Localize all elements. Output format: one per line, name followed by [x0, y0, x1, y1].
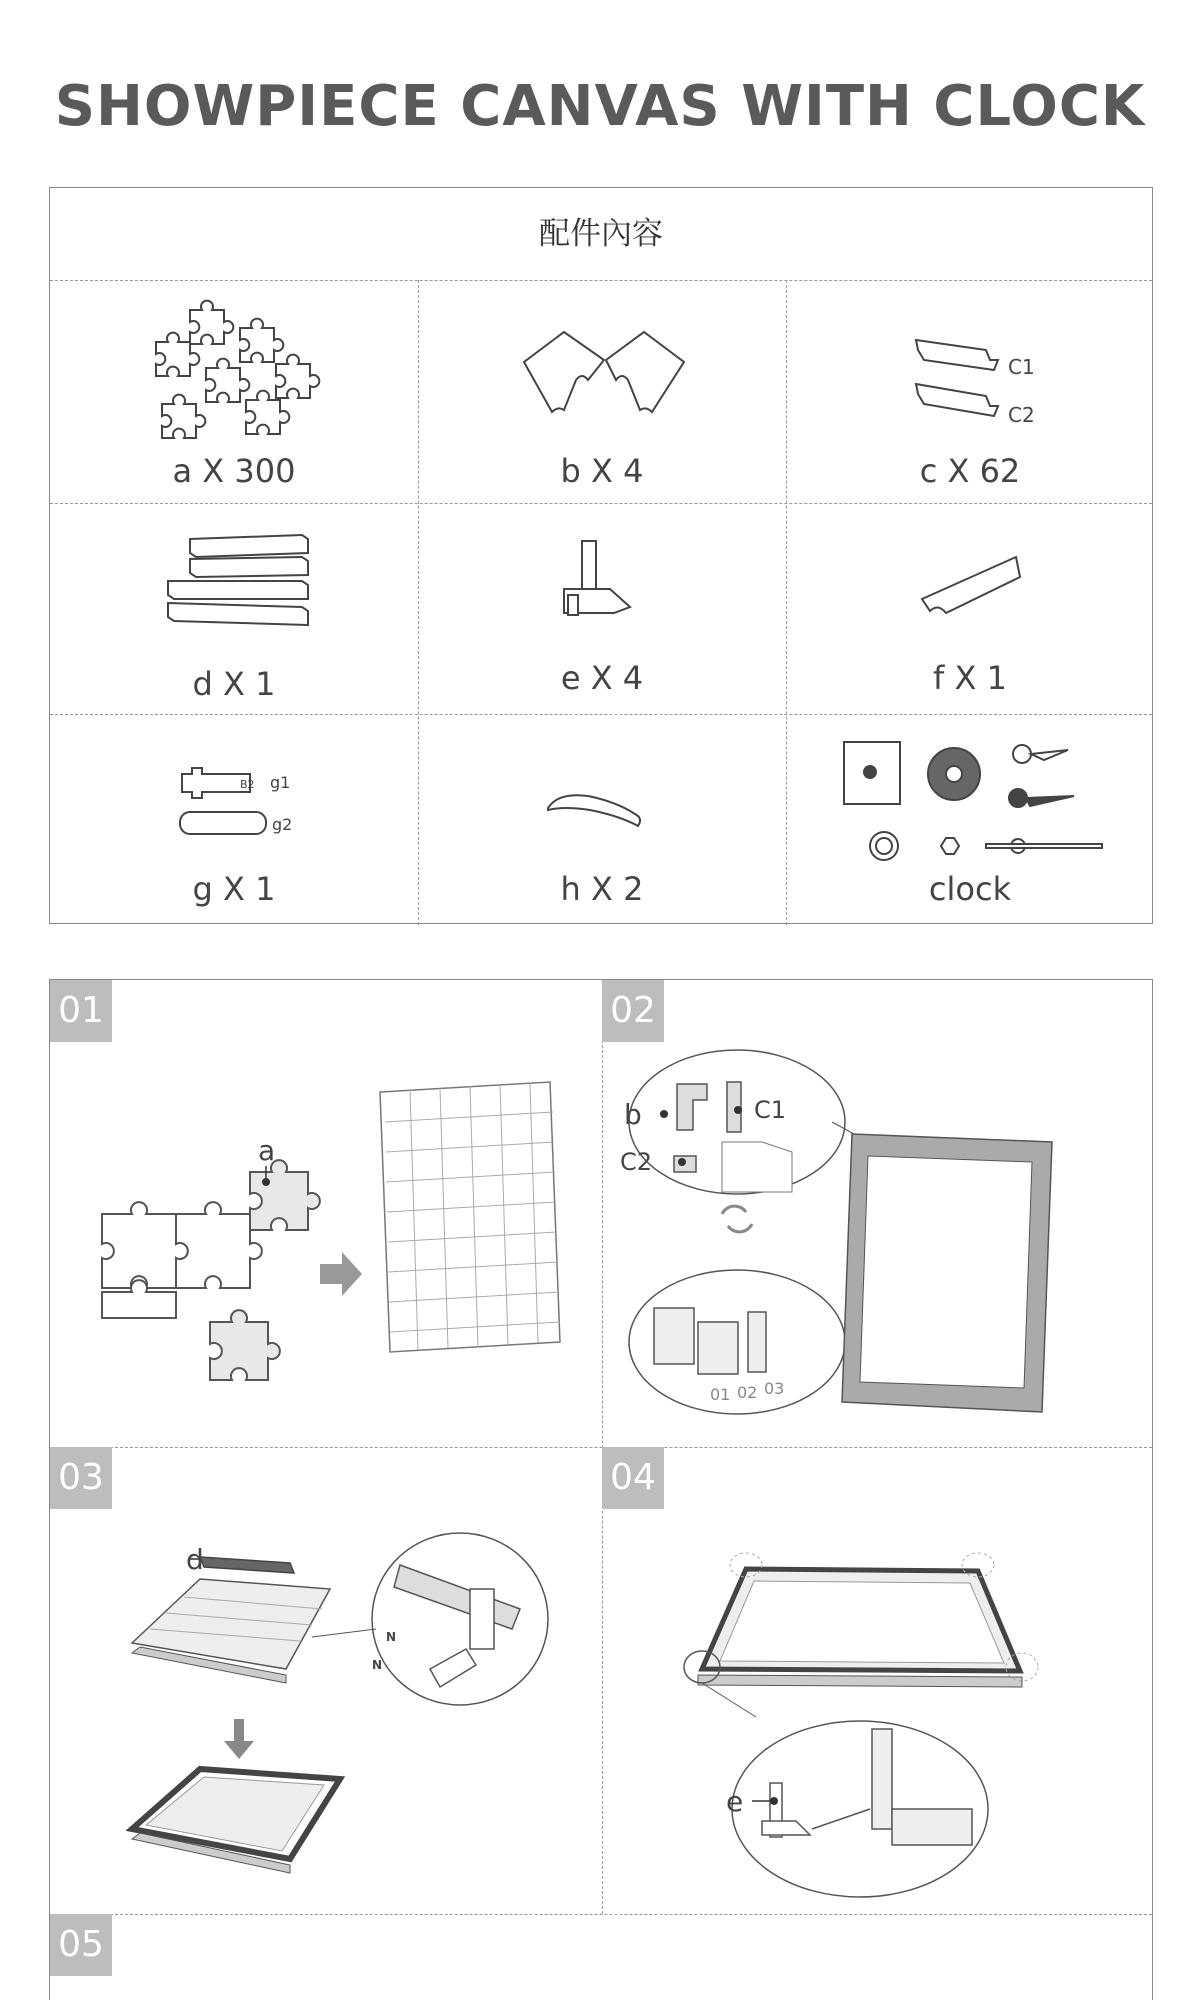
part-c1-label: C1	[1008, 355, 1035, 379]
divider	[50, 1447, 1152, 1448]
part-d	[50, 503, 418, 714]
part-clock	[786, 714, 1154, 925]
part-label: d X 1	[192, 665, 276, 703]
sequence-03: 03	[764, 1379, 785, 1398]
callout-n-2: N	[372, 1658, 383, 1672]
part-c	[786, 280, 1154, 503]
part-label: h X 2	[560, 870, 644, 908]
part-label: e X 4	[560, 659, 644, 697]
step-number: 03	[50, 1447, 112, 1509]
part-label: f X 1	[933, 659, 1007, 697]
page-title: SHOWPIECE CANVAS WITH CLOCK	[54, 74, 1146, 139]
part-f	[786, 503, 1154, 714]
part-a	[50, 280, 418, 503]
stand-icon	[786, 503, 1154, 673]
callout-e: e	[726, 1785, 744, 1818]
sequence-02: 02	[737, 1383, 758, 1402]
sequence-01: 01	[710, 1385, 731, 1404]
part-c2-label: C2	[1008, 403, 1035, 427]
part-e	[418, 503, 786, 714]
step-04-illustration	[602, 1509, 1154, 1909]
step-number: 05	[50, 1914, 112, 1976]
corner-pieces-icon	[418, 280, 786, 460]
part-label: g X 1	[192, 870, 276, 908]
corner-bracket-icon	[418, 503, 786, 673]
parts-list-heading: 配件內容	[539, 216, 663, 252]
callout-c2: C2	[620, 1148, 653, 1176]
cycle-icon	[722, 1206, 752, 1232]
step-number: 04	[602, 1447, 664, 1509]
callout-b: b	[624, 1098, 642, 1131]
spatula-icon	[418, 714, 786, 884]
callout-a: a	[258, 1134, 276, 1167]
step-03-illustration	[50, 1509, 602, 1909]
part-g2-label: g2	[272, 815, 293, 834]
part-label: a X 300	[172, 452, 296, 490]
step-01-illustration	[50, 1042, 602, 1442]
part-label: c X 62	[919, 452, 1021, 490]
callout-n: N	[386, 1630, 397, 1644]
clock-mechanism-icon	[786, 714, 1154, 884]
part-label: clock	[928, 870, 1012, 908]
part-h	[418, 714, 786, 925]
divider	[50, 1914, 1152, 1915]
connector-pieces-icon	[786, 280, 1154, 460]
tube-text: B2	[240, 778, 255, 791]
part-g	[50, 714, 418, 925]
step-number: 02	[602, 980, 664, 1042]
part-label: b X 4	[560, 452, 644, 490]
step-02-illustration	[602, 1042, 1154, 1442]
puzzle-pieces-icon	[50, 280, 418, 460]
callout-d: d	[186, 1543, 204, 1576]
callout-c1: C1	[754, 1096, 787, 1124]
part-g1-label: g1	[270, 773, 291, 792]
frame-rails-icon	[50, 503, 418, 673]
glue-tubes-icon	[50, 714, 418, 884]
part-b	[418, 280, 786, 503]
step-number: 01	[50, 980, 112, 1042]
parts-list-panel	[49, 187, 1153, 924]
assembly-steps-panel	[49, 979, 1153, 2000]
